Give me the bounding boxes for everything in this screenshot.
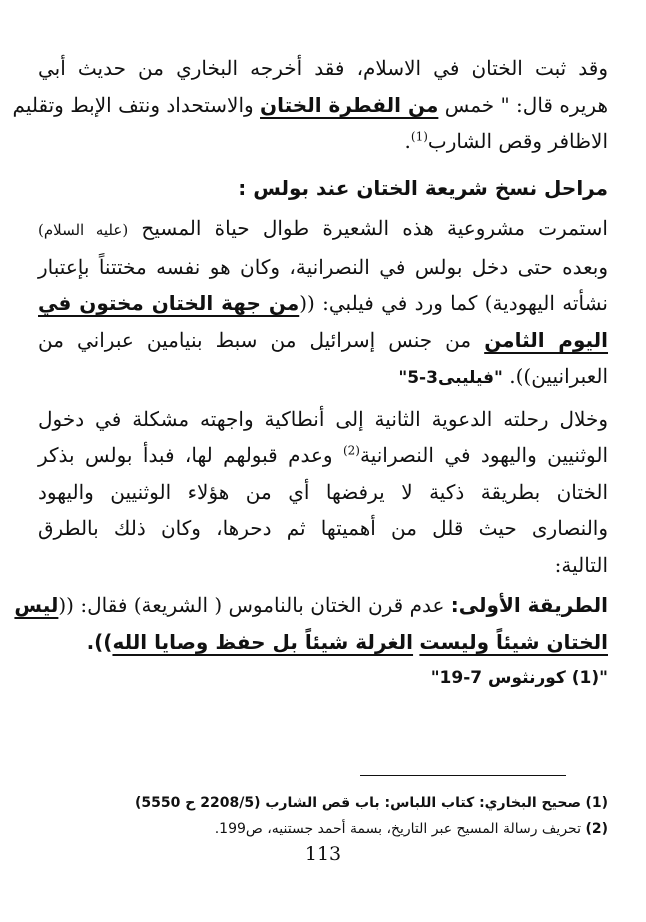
- underlined-quote: اليوم الثامن: [484, 327, 609, 352]
- page-body: [12, 50, 609, 697]
- underlined-quote: الغرلة شيئاً بل حفظ وصايا الله: [112, 629, 414, 654]
- section-heading: مراحل نسخ شريعة الختان عند بولس :: [238, 175, 608, 200]
- footnote-divider: [360, 775, 566, 776]
- text-run: من جنس إسرائيل من سبط بنيامين عبراني من: [38, 327, 485, 352]
- scripture-reference: "فيليبى3-5": [398, 368, 503, 388]
- paragraph-2-line-5: [38, 358, 608, 397]
- text-run: والاستحداد ونتف الإبط وتقليم: [12, 92, 261, 117]
- text-run: الاظافر وقص الشارب: [427, 129, 608, 153]
- text-run: العبرانيين)).: [502, 364, 608, 388]
- paragraph-2-line-4: [38, 322, 608, 359]
- underlined-quote: ليس: [14, 593, 59, 617]
- footnote-number: (1): [585, 795, 608, 811]
- text-run: وعدم قبولهم لها، فبدأ بولس بذكر: [38, 443, 343, 467]
- underlined-phrase: من الفطرة الختان: [260, 92, 439, 117]
- text-run: هريره قال: " خمس: [438, 92, 608, 117]
- paragraph-2-line-1: [38, 210, 608, 249]
- footnotes: [135, 790, 608, 842]
- underlined-quote: الختان شيئاً وليست: [419, 629, 608, 654]
- scripture-reference: "(1) كورنثوس 7-19": [430, 668, 608, 688]
- paragraph-1-line-1: وقد ثبت الختان في الاسلام، فقد أخرجه البخاري من حديث أبي: [38, 56, 608, 80]
- text-run: )).: [86, 629, 113, 654]
- honorific: (عليه السلام): [38, 221, 129, 239]
- text-run: نشأته اليهودية) كما ورد في فيلبي: ((: [299, 291, 608, 315]
- paragraph-2-line-3: [38, 285, 608, 322]
- paragraph-3-line-1: وخلال رحلته الدعوية الثانية إلى أنطاكية واجهته مشكلة في دخول: [38, 406, 608, 431]
- paragraph-4-line-2: [38, 624, 608, 661]
- paragraph-3-line-3: الختان بطريقة ذكية لا يرفضها أي من هؤلاء الوثنيين واليهود: [38, 479, 608, 504]
- text-run: الوثنيين واليهود في النصرانية: [359, 443, 608, 467]
- method-label: الطريقة الأولى:: [450, 593, 608, 617]
- paragraph-3-line-2: [38, 437, 608, 474]
- paragraph-4-line-1: [14, 587, 608, 624]
- paragraph-3-line-4: والنصارى حيث قلل من أهميتها ثم دحرها، وكان ذلك بالطرق: [38, 516, 608, 540]
- footnote-text: تحريف رسالة المسيح عبر التاريخ، بسمة أحمد جستنيه، ص199.: [214, 821, 581, 837]
- underlined-quote: من جهة الختان مختون في: [38, 291, 300, 315]
- text-run: .: [404, 129, 411, 153]
- footnote-number: (2): [585, 821, 608, 837]
- paragraph-1-line-2: [12, 87, 608, 124]
- footnote-ref-2[interactable]: (2): [342, 443, 360, 458]
- footnote-ref-1[interactable]: (1): [410, 129, 428, 144]
- text-run: استمرت مشروعية هذه الشعيرة طوال حياة المسيح: [128, 216, 608, 240]
- footnote-text: صحيح البخاري: كتاب اللباس: باب قص الشارب (2208/5 ح 5550): [135, 795, 581, 811]
- footnote-2: [150, 816, 608, 842]
- text-run: عدم قرن الختان بالناموس ( الشريعة) فقال: ((: [58, 593, 451, 617]
- paragraph-1-line-3: [38, 123, 608, 160]
- footnote-1: [135, 790, 608, 816]
- paragraph-2-line-2: وبعده حتى دخل بولس في النصرانية، وكان هو نفسه مختتناً بإعتبار: [38, 254, 608, 279]
- paragraph-3-line-5: التالية:: [554, 552, 608, 577]
- page-number: 113: [304, 843, 342, 865]
